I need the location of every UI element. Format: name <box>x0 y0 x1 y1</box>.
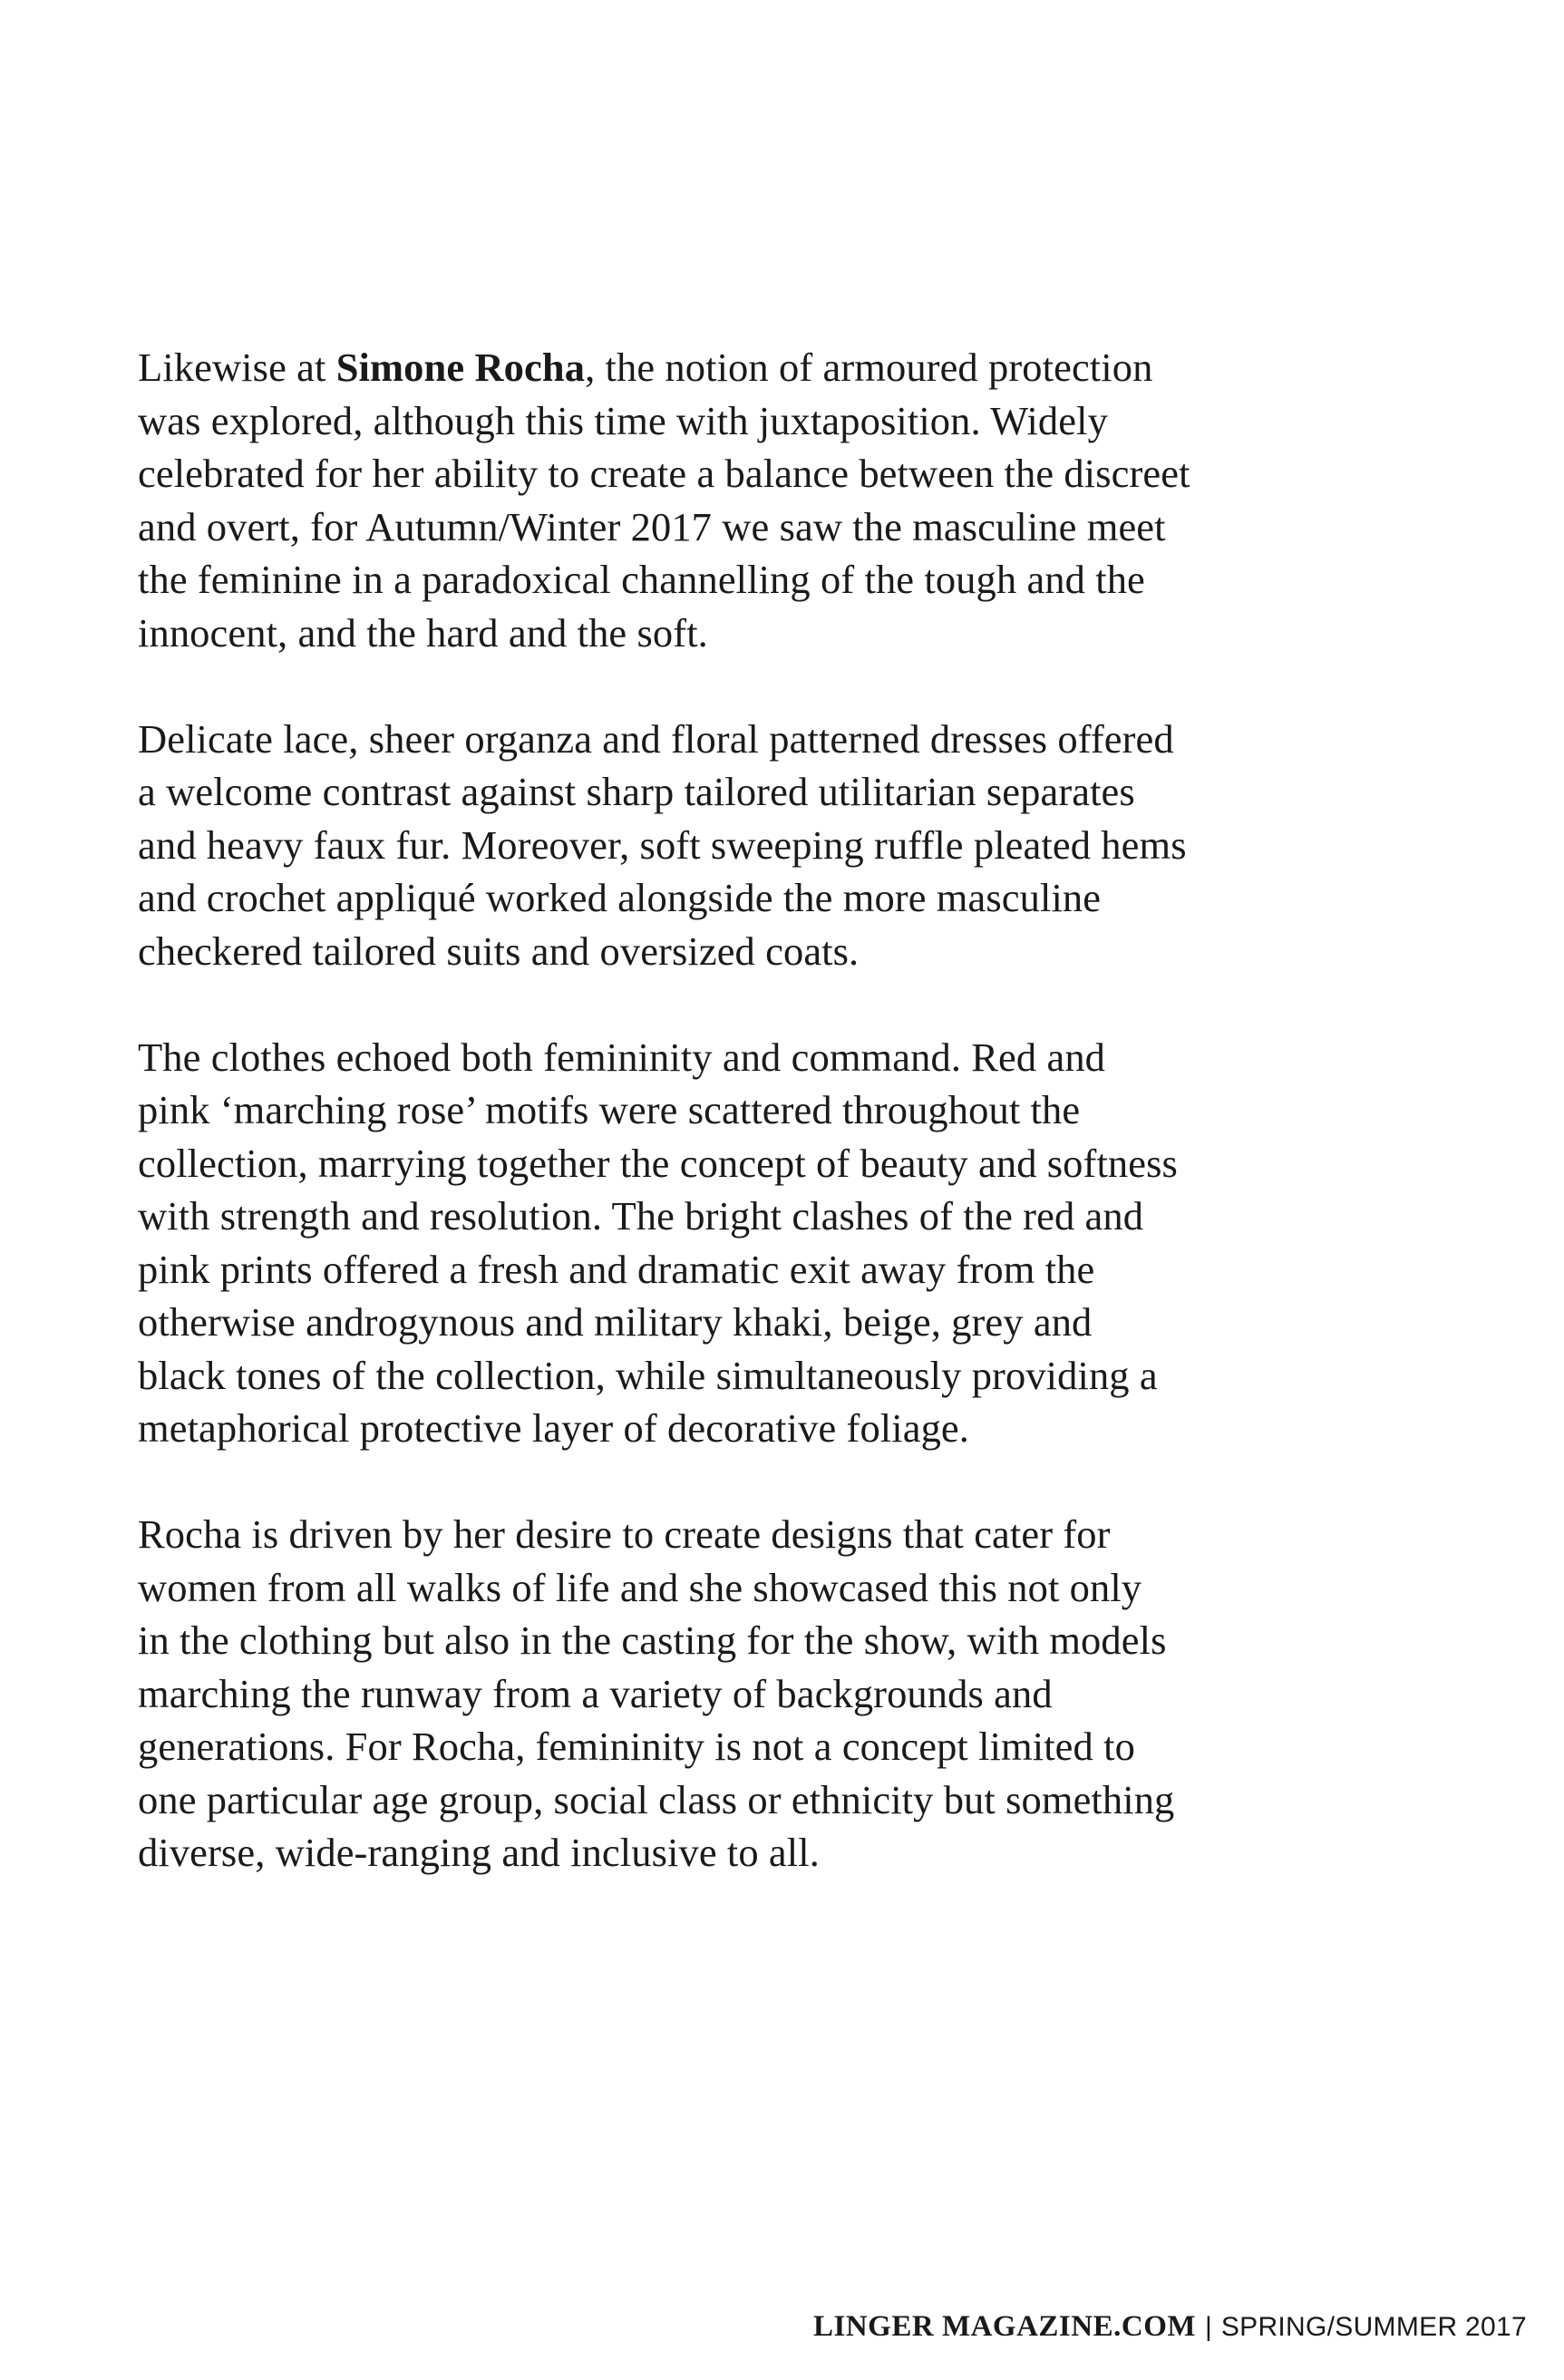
page-footer <box>813 2310 1527 2346</box>
text-line: collection, marrying together the concept of beauty and softness <box>138 1140 1178 1186</box>
text-line: pink prints offered a fresh and dramatic exit away from the <box>138 1246 1095 1292</box>
text-line: metaphorical protective layer of decorative foliage. <box>138 1405 969 1451</box>
text-line: generations. For Rocha, femininity is not a concept limited to <box>138 1724 1135 1769</box>
article-body <box>138 341 1443 1932</box>
footer-separator: | <box>1205 2312 1212 2342</box>
intro-text: Likewise at <box>138 345 336 390</box>
text-line: with strength and resolution. The bright clashes of the red and <box>138 1193 1144 1239</box>
text-line: The clothes echoed both femininity and command. Red and <box>138 1034 1106 1080</box>
paragraph-fabrics <box>138 713 1443 978</box>
text-line: Rocha is driven by her desire to create designs that cater for <box>138 1511 1111 1557</box>
text-line: the feminine in a paradoxical channelling of the tough and the <box>138 557 1145 602</box>
text-line: otherwise androgynous and military khaki, beige, grey and <box>138 1299 1093 1345</box>
text-line <box>138 341 1443 394</box>
designer-name: Simone Rocha <box>335 345 586 390</box>
intro-text-rest: , the notion of armoured protection <box>585 345 1153 390</box>
text-line: was explored, although this time with juxtaposition. Widely <box>138 397 1108 443</box>
text-line: a welcome contrast against sharp tailored utilitarian separates <box>138 769 1135 814</box>
text-line: pink ‘marching rose’ motifs were scattered throughout the <box>138 1087 1081 1132</box>
footer-issue: SPRING/SUMMER 2017 <box>1220 2312 1527 2342</box>
text-line: celebrated for her ability to create a balance between the discreet <box>138 451 1190 496</box>
text-line: diverse, wide-ranging and inclusive to all. <box>138 1830 820 1875</box>
text-line: one particular age group, social class or ethnicity but something <box>138 1776 1175 1822</box>
text-line: black tones of the collection, while simultaneously providing a <box>138 1352 1158 1398</box>
text-line: marching the runway from a variety of backgrounds and <box>138 1670 1053 1716</box>
footer-site-name: LINGER MAGAZINE.COM <box>813 2310 1197 2343</box>
text-line: and overt, for Autumn/Winter 2017 we saw the masculine meet <box>138 503 1166 549</box>
text-line: and crochet appliqué worked alongside the more masculine <box>138 875 1102 920</box>
text-line: checkered tailored suits and oversized coats. <box>138 928 860 974</box>
text-line: innocent, and the hard and the soft. <box>138 609 708 656</box>
paragraph-casting <box>138 1508 1443 1880</box>
text-line: in the clothing but also in the casting for the show, with models <box>138 1617 1167 1663</box>
paragraph-simone-rocha-intro <box>138 341 1443 659</box>
text-line: Delicate lace, sheer organza and floral patterned dresses offered <box>138 715 1174 762</box>
text-line: women from all walks of life and she showcased this not only <box>138 1564 1142 1610</box>
paragraph-marching-rose <box>138 1031 1443 1455</box>
text-line: and heavy faux fur. Moreover, soft sweeping ruffle pleated hems <box>138 821 1187 868</box>
